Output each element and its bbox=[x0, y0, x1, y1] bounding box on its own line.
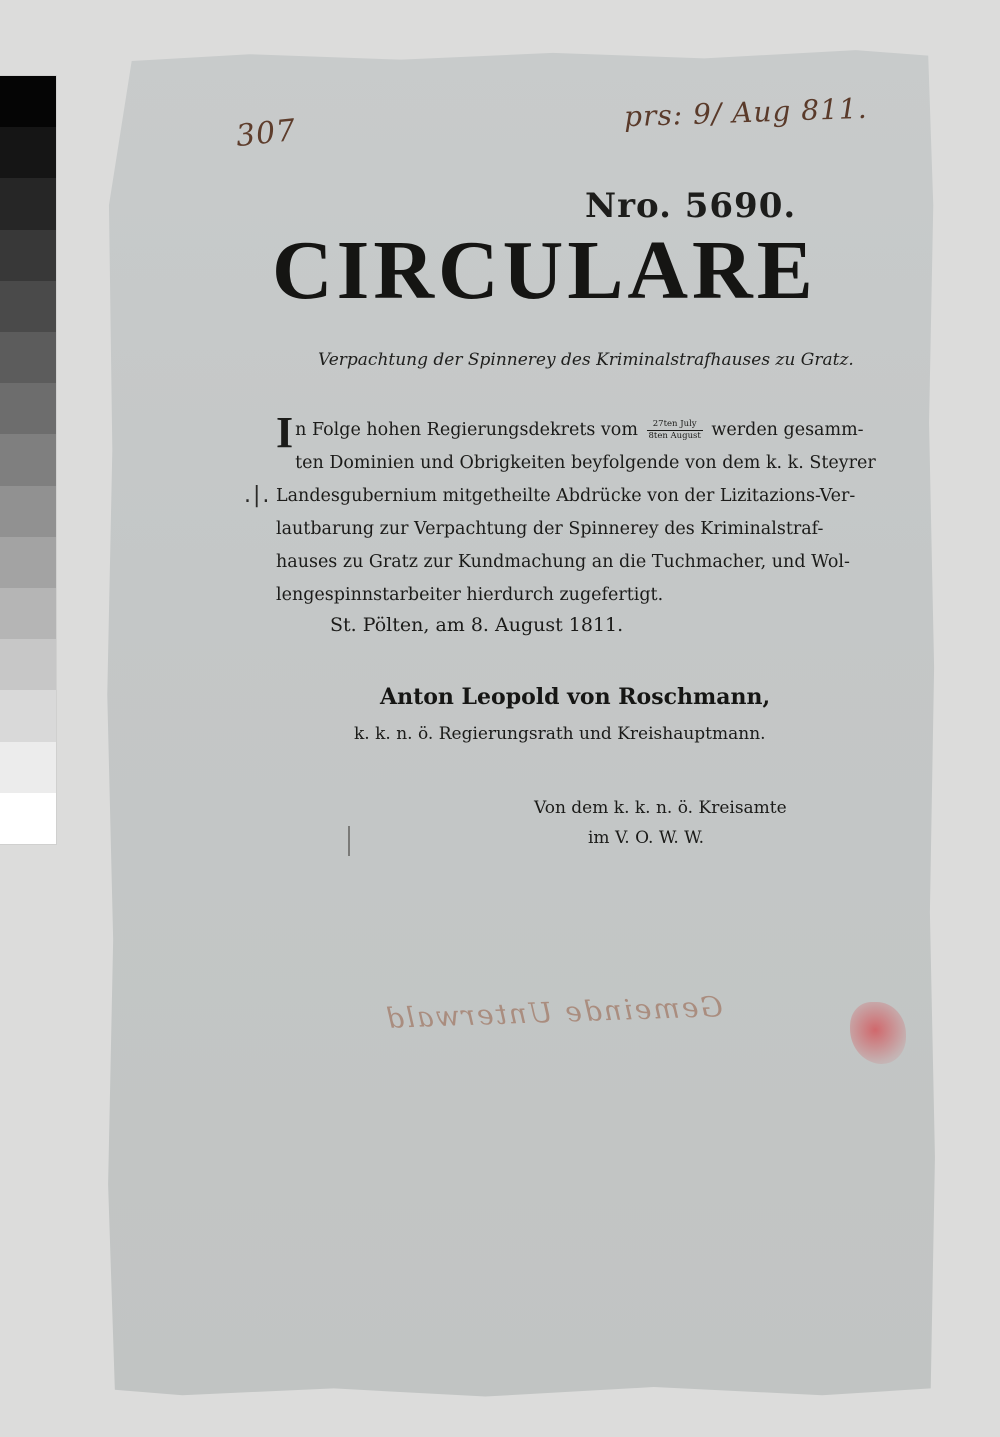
gray-patch-3 bbox=[0, 178, 56, 229]
issuing-office-line-1: Von dem k. k. n. ö. Kreisamte bbox=[534, 798, 787, 818]
gray-patch-9 bbox=[0, 486, 56, 537]
body-line-4: lautbarung zur Verpachtung der Spinnerey des Kriminalstraf- bbox=[276, 519, 824, 539]
body-line-1 bbox=[276, 408, 864, 457]
fraction-denominator: 8ten August bbox=[648, 431, 701, 441]
gray-patch-1 bbox=[0, 76, 56, 127]
body-line-2: ten Dominien und Obrigkeiten beyfolgende von dem k. k. Steyrer bbox=[295, 453, 876, 473]
body-line-5: hauses zu Gratz zur Kundmachung an die Tuchmacher, und Wol- bbox=[276, 552, 850, 572]
handwritten-received-note: prs: 9/ Aug 811. bbox=[623, 91, 869, 134]
drop-cap: I bbox=[276, 408, 294, 457]
issuing-office-line-2: im V. O. W. W. bbox=[588, 828, 705, 848]
document-title: CIRCULARE bbox=[272, 224, 817, 317]
date-fraction bbox=[647, 419, 703, 442]
gray-patch-15 bbox=[0, 793, 56, 844]
decree-number: Nro. 5690. bbox=[585, 186, 797, 226]
gray-patch-13 bbox=[0, 690, 56, 741]
body-line-3: Landesgubernium mitgetheilte Abdrücke von der Lizitazions-Ver- bbox=[276, 486, 856, 506]
ink-bleed-through: Gemeinde Unterwald bbox=[383, 990, 724, 1035]
grayscale-calibration-strip bbox=[0, 76, 56, 844]
handwritten-archive-number: 307 bbox=[234, 112, 298, 155]
gray-patch-4 bbox=[0, 230, 56, 281]
body-line-6: lengespinnstarbeiter hierdurch zugefertigt. bbox=[276, 585, 664, 605]
date-line: St. Pölten, am 8. August 1811. bbox=[330, 614, 624, 636]
gray-patch-7 bbox=[0, 383, 56, 434]
gray-patch-5 bbox=[0, 281, 56, 332]
margin-mark: .|. bbox=[244, 483, 272, 508]
gray-patch-14 bbox=[0, 742, 56, 793]
fold-mark bbox=[348, 826, 350, 856]
gray-patch-10 bbox=[0, 537, 56, 588]
signatory-name: Anton Leopold von Roschmann, bbox=[380, 684, 771, 710]
body-line-1-end: werden gesamm- bbox=[711, 420, 864, 440]
gray-patch-8 bbox=[0, 434, 56, 485]
signatory-title: k. k. n. ö. Regierungsrath und Kreishauptmann. bbox=[354, 724, 766, 744]
body-line-1-start: n Folge hohen Regierungsdekrets vom bbox=[295, 420, 638, 440]
gray-patch-11 bbox=[0, 588, 56, 639]
gray-patch-2 bbox=[0, 127, 56, 178]
gray-patch-6 bbox=[0, 332, 56, 383]
document-body bbox=[276, 408, 876, 612]
fraction-numerator: 27ten July bbox=[647, 419, 703, 431]
gray-patch-12 bbox=[0, 639, 56, 690]
document-subject: Verpachtung der Spinnerey des Kriminalstrafhauses zu Gratz. bbox=[318, 350, 854, 370]
